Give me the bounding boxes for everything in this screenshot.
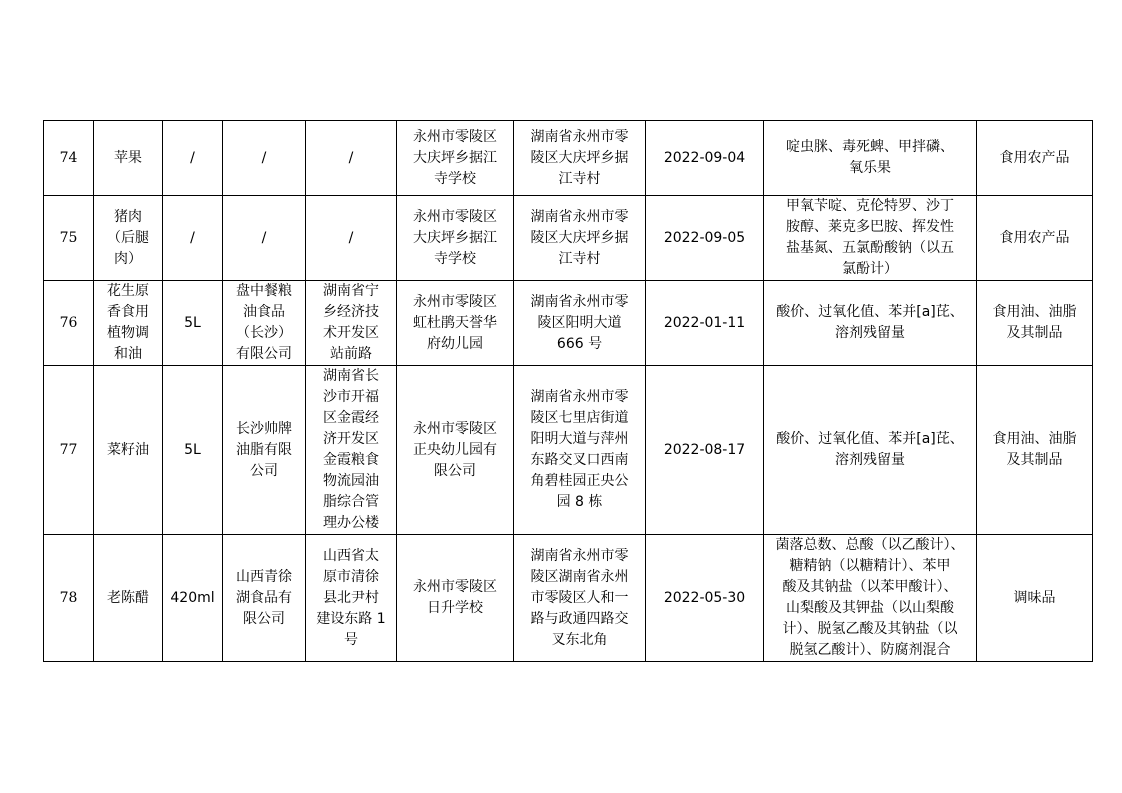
manufacturer: / [223, 121, 306, 196]
specification: 420ml [163, 535, 223, 662]
product-name: 老陈醋 [94, 535, 163, 662]
manufacturer-address: 湖南省长 沙市开福 区金霞经 济开发区 金霞粮食 物流园油 脂综合管 理办公楼 [306, 366, 397, 535]
table-row [44, 121, 1093, 196]
product-name: 菜籽油 [94, 366, 163, 535]
sampled-address: 湖南省永州市零 陵区阳明大道 666 号 [514, 281, 646, 366]
manufacturer: 盘中餐粮 油食品 （长沙） 有限公司 [223, 281, 306, 366]
manufacturer-address: / [306, 196, 397, 281]
sampled-unit: 永州市零陵区 大庆坪乡据江 寺学校 [397, 196, 514, 281]
manufacturer-address: / [306, 121, 397, 196]
specification: / [163, 196, 223, 281]
manufacturer-address: 湖南省宁 乡经济技 术开发区 站前路 [306, 281, 397, 366]
production-date: 2022-01-11 [646, 281, 764, 366]
sampled-unit: 永州市零陵区 日升学校 [397, 535, 514, 662]
table-row [44, 366, 1093, 535]
specification: / [163, 121, 223, 196]
table-row [44, 535, 1093, 662]
sampled-unit: 永州市零陵区 大庆坪乡据江 寺学校 [397, 121, 514, 196]
manufacturer: 长沙帅牌 油脂有限 公司 [223, 366, 306, 535]
production-date: 2022-08-17 [646, 366, 764, 535]
row-number: 74 [44, 121, 94, 196]
row-number: 78 [44, 535, 94, 662]
food-category: 食用油、油脂 及其制品 [977, 366, 1093, 535]
sampled-unit: 永州市零陵区 正央幼儿园有 限公司 [397, 366, 514, 535]
row-number: 76 [44, 281, 94, 366]
sampled-unit: 永州市零陵区 虹杜鹃天誉华 府幼儿园 [397, 281, 514, 366]
inspection-items: 酸价、过氧化值、苯并[a]芘、 溶剂残留量 [764, 281, 977, 366]
production-date: 2022-09-05 [646, 196, 764, 281]
manufacturer-address: 山西省太 原市清徐 县北尹村 建设东路 1 号 [306, 535, 397, 662]
row-number: 75 [44, 196, 94, 281]
sampled-address: 湖南省永州市零 陵区大庆坪乡据 江寺村 [514, 121, 646, 196]
sampled-address: 湖南省永州市零 陵区大庆坪乡据 江寺村 [514, 196, 646, 281]
inspection-items: 啶虫脒、毒死蜱、甲拌磷、 氧乐果 [764, 121, 977, 196]
inspection-items: 酸价、过氧化值、苯并[a]芘、 溶剂残留量 [764, 366, 977, 535]
product-name: 花生原 香食用 植物调 和油 [94, 281, 163, 366]
sampled-address: 湖南省永州市零 陵区湖南省永州 市零陵区人和一 路与政通四路交 叉东北角 [514, 535, 646, 662]
food-category: 食用农产品 [977, 121, 1093, 196]
product-name: 苹果 [94, 121, 163, 196]
production-date: 2022-05-30 [646, 535, 764, 662]
table-row [44, 196, 1093, 281]
manufacturer: 山西青徐 湖食品有 限公司 [223, 535, 306, 662]
sampling-results-table [43, 120, 1093, 662]
row-number: 77 [44, 366, 94, 535]
inspection-items: 菌落总数、总酸（以乙酸计）、 糖精钠（以糖精计）、苯甲 酸及其钠盐（以苯甲酸计）、 山梨酸及其钾盐（以山梨酸 计）、脱氢乙酸及其钠盐（以 脱氢乙酸计）、防腐剂混合 [764, 535, 977, 662]
sampled-address: 湖南省永州市零 陵区七里店街道 阳明大道与萍州 东路交叉口西南 角碧桂园正央公 园 8 栋 [514, 366, 646, 535]
inspection-items: 甲氧苄啶、克伦特罗、沙丁 胺醇、莱克多巴胺、挥发性 盐基氮、五氯酚酸钠（以五 氯酚计） [764, 196, 977, 281]
food-category: 调味品 [977, 535, 1093, 662]
product-name: 猪肉 （后腿 肉） [94, 196, 163, 281]
food-category: 食用油、油脂 及其制品 [977, 281, 1093, 366]
production-date: 2022-09-04 [646, 121, 764, 196]
manufacturer: / [223, 196, 306, 281]
table-row [44, 281, 1093, 366]
specification: 5L [163, 281, 223, 366]
specification: 5L [163, 366, 223, 535]
food-category: 食用农产品 [977, 196, 1093, 281]
